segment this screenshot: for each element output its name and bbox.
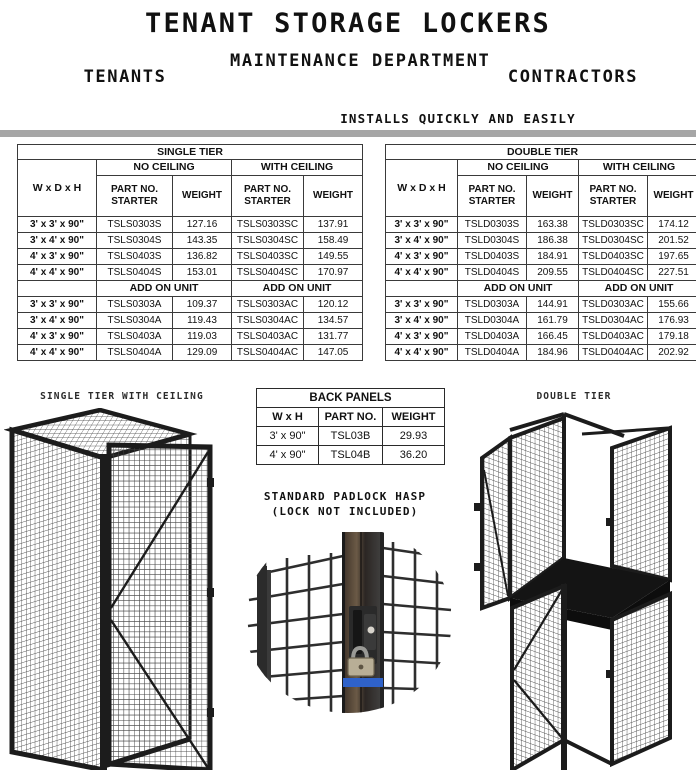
header-divider-band: [0, 130, 696, 137]
single-col-dimension: W x D x H: [18, 160, 97, 217]
cell-weight-nc: 209.55: [527, 265, 579, 281]
single-addon-label-wc: ADD ON UNIT: [232, 281, 363, 297]
cell-part-no-wc: TSLD0304SC: [579, 233, 648, 249]
cell-dimension: 3' x 3' x 90": [386, 217, 458, 233]
back-col-part: PART NO.: [319, 408, 383, 427]
table-row: [386, 145, 696, 160]
double-col-weight-nc: WEIGHT: [527, 176, 579, 217]
table-back-panels: [256, 388, 445, 465]
cell-dimension: 3' x 90": [257, 427, 319, 446]
cell-weight-wc: 201.52: [648, 233, 696, 249]
table-row: [257, 446, 445, 465]
table-row: [386, 233, 696, 249]
cell-weight-wc: 176.93: [648, 313, 696, 329]
page-title: TENANT STORAGE LOCKERS: [144, 8, 552, 39]
col-part-line2: STARTER: [244, 196, 291, 207]
cell-dimension: 3' x 4' x 90": [18, 233, 97, 249]
table-row: [386, 160, 696, 176]
cell-part-no-nc: TSLS0304S: [97, 233, 173, 249]
illustration-single-tier-locker: [4, 408, 250, 770]
col-part-line1: PART NO.: [468, 184, 516, 195]
cell-part-no-nc: TSLS0303S: [97, 217, 173, 233]
audience-label-contractors: CONTRACTORS: [507, 67, 639, 87]
cell-part-no-nc: TSLS0403A: [97, 329, 173, 345]
cell-weight-wc: 137.91: [304, 217, 363, 233]
double-addon-rows: [386, 297, 696, 361]
col-part-line2: STARTER: [468, 196, 516, 207]
cell-weight-nc: 129.09: [173, 345, 232, 361]
table-row: [386, 313, 696, 329]
cell-weight: 36.20: [383, 446, 445, 465]
cell-part-no-nc: TSLS0404A: [97, 345, 173, 361]
double-col-part-no-starter-wc: [579, 176, 648, 217]
cell-weight: 29.93: [383, 427, 445, 446]
cell-dimension: 3' x 3' x 90": [18, 217, 97, 233]
double-group-with-ceiling: WITH CEILING: [579, 160, 696, 176]
audience-label-maintenance-department: MAINTENANCE DEPARTMENT: [230, 51, 491, 71]
table-row: [386, 297, 696, 313]
table-row: [386, 329, 696, 345]
lower-left-door: [512, 586, 564, 770]
table-row: [386, 217, 696, 233]
cell-part-no-wc: TSLD0403AC: [579, 329, 648, 345]
table-row: [18, 313, 363, 329]
caption-padlock-hasp: [230, 489, 460, 519]
double-tier-banner: DOUBLE TIER: [386, 145, 696, 160]
col-part-line2: STARTER: [111, 196, 158, 207]
cell-weight-nc: 144.91: [527, 297, 579, 313]
single-addon-label-nc: ADD ON UNIT: [97, 281, 232, 297]
col-part-line2: STARTER: [589, 196, 637, 207]
caption-hasp-line2: (LOCK NOT INCLUDED): [271, 505, 419, 518]
back-panels-banner: BACK PANELS: [257, 389, 445, 408]
hasp-closeup-photo: [243, 518, 453, 723]
cell-weight-wc: 147.05: [304, 345, 363, 361]
cell-part-no-wc: TSLS0403AC: [232, 329, 304, 345]
cell-part-no-wc: TSLD0303AC: [579, 297, 648, 313]
cell-weight-wc: 134.57: [304, 313, 363, 329]
upper-left-door: [474, 438, 510, 608]
cell-dimension: 3' x 3' x 90": [18, 297, 97, 313]
cell-part-no-nc: TSLD0303S: [458, 217, 527, 233]
back-panel-rows: [257, 427, 445, 465]
double-addon-label-wc: ADD ON UNIT: [579, 281, 696, 297]
cell-dimension: 4' x 3' x 90": [18, 249, 97, 265]
back-col-weight: WEIGHT: [383, 408, 445, 427]
cell-part-no-nc: TSLD0403A: [458, 329, 527, 345]
locker-door: [107, 444, 212, 770]
single-col-weight-wc: WEIGHT: [304, 176, 363, 217]
cell-weight-wc: 120.12: [304, 297, 363, 313]
double-col-dimension: W x D x H: [386, 160, 458, 217]
table-row: [18, 145, 363, 160]
upper-right-side-panel: [606, 428, 670, 580]
table-row: [18, 297, 363, 313]
cell-part-no-nc: TSLS0404S: [97, 265, 173, 281]
cell-dimension: 4' x 90": [257, 446, 319, 465]
table-row: [18, 345, 363, 361]
cell-part-no-nc: TSLD0404S: [458, 265, 527, 281]
cell-dimension: 3' x 4' x 90": [18, 313, 97, 329]
illustration-double-tier-locker: [452, 408, 696, 770]
caption-single-tier-with-ceiling: SINGLE TIER WITH CEILING: [40, 391, 204, 402]
cell-part-no: TSL04B: [319, 446, 383, 465]
tagline: INSTALLS QUICKLY AND EASILY: [340, 111, 576, 126]
cell-dimension: 3' x 3' x 90": [386, 297, 458, 313]
header-banner: [0, 0, 696, 132]
table-row: [18, 329, 363, 345]
table-row: [386, 281, 696, 297]
cell-part-no-wc: TSLD0404AC: [579, 345, 648, 361]
cell-weight-nc: 109.37: [173, 297, 232, 313]
cell-weight-wc: 179.18: [648, 329, 696, 345]
double-col-part-no-starter-nc: [458, 176, 527, 217]
caption-hasp-line1: STANDARD PADLOCK HASP: [263, 490, 427, 503]
cell-part-no-wc: TSLS0303SC: [232, 217, 304, 233]
single-group-no-ceiling: NO CEILING: [97, 160, 232, 176]
cell-dimension: 4' x 4' x 90": [18, 265, 97, 281]
single-col-part-no-starter-nc: [97, 176, 173, 217]
cell-weight-wc: 155.66: [648, 297, 696, 313]
cell-weight-nc: 127.16: [173, 217, 232, 233]
double-starter-rows: [386, 217, 696, 281]
table-row: [18, 160, 363, 176]
col-part-line1: PART NO.: [589, 184, 637, 195]
cell-weight-nc: 184.91: [527, 249, 579, 265]
cell-part-no-wc: TSLS0403SC: [232, 249, 304, 265]
double-col-weight-wc: WEIGHT: [648, 176, 696, 217]
cell-weight-nc: 161.79: [527, 313, 579, 329]
cell-part-no: TSL03B: [319, 427, 383, 446]
cell-part-no-wc: TSLD0303SC: [579, 217, 648, 233]
cell-part-no-wc: TSLS0303AC: [232, 297, 304, 313]
cell-weight-wc: 227.51: [648, 265, 696, 281]
table-row: [18, 281, 363, 297]
cell-part-no-wc: TSLD0304AC: [579, 313, 648, 329]
single-col-weight-nc: WEIGHT: [173, 176, 232, 217]
table-row: [18, 249, 363, 265]
cell-part-no-nc: TSLS0304A: [97, 313, 173, 329]
cell-dimension: 4' x 4' x 90": [386, 265, 458, 281]
table-row: [257, 408, 445, 427]
cell-part-no-wc: TSLD0403SC: [579, 249, 648, 265]
col-part-line1: PART NO.: [243, 184, 292, 195]
cell-weight-nc: 136.82: [173, 249, 232, 265]
single-tier-banner: SINGLE TIER: [18, 145, 363, 160]
cell-part-no-nc: TSLS0403S: [97, 249, 173, 265]
caption-double-tier: DOUBLE TIER: [536, 391, 612, 402]
cell-part-no-nc: TSLD0304S: [458, 233, 527, 249]
cell-part-no-wc: TSLS0404SC: [232, 265, 304, 281]
table-single-tier: [17, 144, 363, 361]
lower-right-side-panel: [606, 594, 670, 764]
locker-left-side-panel: [12, 430, 104, 770]
cell-part-no-wc: TSLS0304AC: [232, 313, 304, 329]
audience-label-tenants: TENANTS: [83, 67, 167, 87]
cell-dimension: 4' x 4' x 90": [18, 345, 97, 361]
cell-weight-wc: 174.12: [648, 217, 696, 233]
table-row: [18, 233, 363, 249]
single-group-with-ceiling: WITH CEILING: [232, 160, 363, 176]
cell-weight-nc: 153.01: [173, 265, 232, 281]
double-group-no-ceiling: NO CEILING: [458, 160, 579, 176]
cell-part-no-nc: TSLD0403S: [458, 249, 527, 265]
double-addon-label-nc: ADD ON UNIT: [458, 281, 579, 297]
blue-label-band: [343, 678, 383, 687]
table-row: [386, 249, 696, 265]
cell-weight-wc: 202.92: [648, 345, 696, 361]
lower-sill: [564, 740, 612, 764]
single-addon-rows: [18, 297, 363, 361]
cell-dimension: 4' x 4' x 90": [386, 345, 458, 361]
cell-weight-wc: 131.77: [304, 329, 363, 345]
table-row: [18, 217, 363, 233]
table-row: [18, 265, 363, 281]
cell-weight-nc: 186.38: [527, 233, 579, 249]
cell-weight-wc: 170.97: [304, 265, 363, 281]
cell-part-no-nc: TSLS0303A: [97, 297, 173, 313]
back-col-dim: W x H: [257, 408, 319, 427]
single-starter-rows: [18, 217, 363, 281]
table-row: [257, 427, 445, 446]
cell-part-no-wc: TSLD0404SC: [579, 265, 648, 281]
cell-weight-nc: 184.96: [527, 345, 579, 361]
illustration-padlock-hasp: [243, 518, 453, 723]
single-col-part-no-starter-wc: [232, 176, 304, 217]
cell-dimension: 4' x 3' x 90": [18, 329, 97, 345]
cell-dimension: 3' x 4' x 90": [386, 233, 458, 249]
cell-weight-nc: 143.35: [173, 233, 232, 249]
cell-weight-wc: 149.55: [304, 249, 363, 265]
cell-weight-wc: 197.65: [648, 249, 696, 265]
locker-front-post: [100, 454, 107, 770]
cell-weight-nc: 163.38: [527, 217, 579, 233]
table-double-tier: [385, 144, 696, 361]
cell-dimension: 3' x 4' x 90": [386, 313, 458, 329]
cell-part-no-nc: TSLD0304A: [458, 313, 527, 329]
table-row: [386, 345, 696, 361]
cell-dimension: 4' x 3' x 90": [386, 249, 458, 265]
cell-dimension: 4' x 3' x 90": [386, 329, 458, 345]
cell-part-no-nc: TSLD0303A: [458, 297, 527, 313]
col-part-line1: PART NO.: [110, 184, 159, 195]
cell-part-no-wc: TSLS0304SC: [232, 233, 304, 249]
cell-weight-nc: 166.45: [527, 329, 579, 345]
cell-part-no-wc: TSLS0404AC: [232, 345, 304, 361]
cell-weight-nc: 119.03: [173, 329, 232, 345]
table-row: [257, 389, 445, 408]
table-row: [386, 265, 696, 281]
cell-weight-wc: 158.49: [304, 233, 363, 249]
cell-part-no-nc: TSLD0404A: [458, 345, 527, 361]
cell-weight-nc: 119.43: [173, 313, 232, 329]
